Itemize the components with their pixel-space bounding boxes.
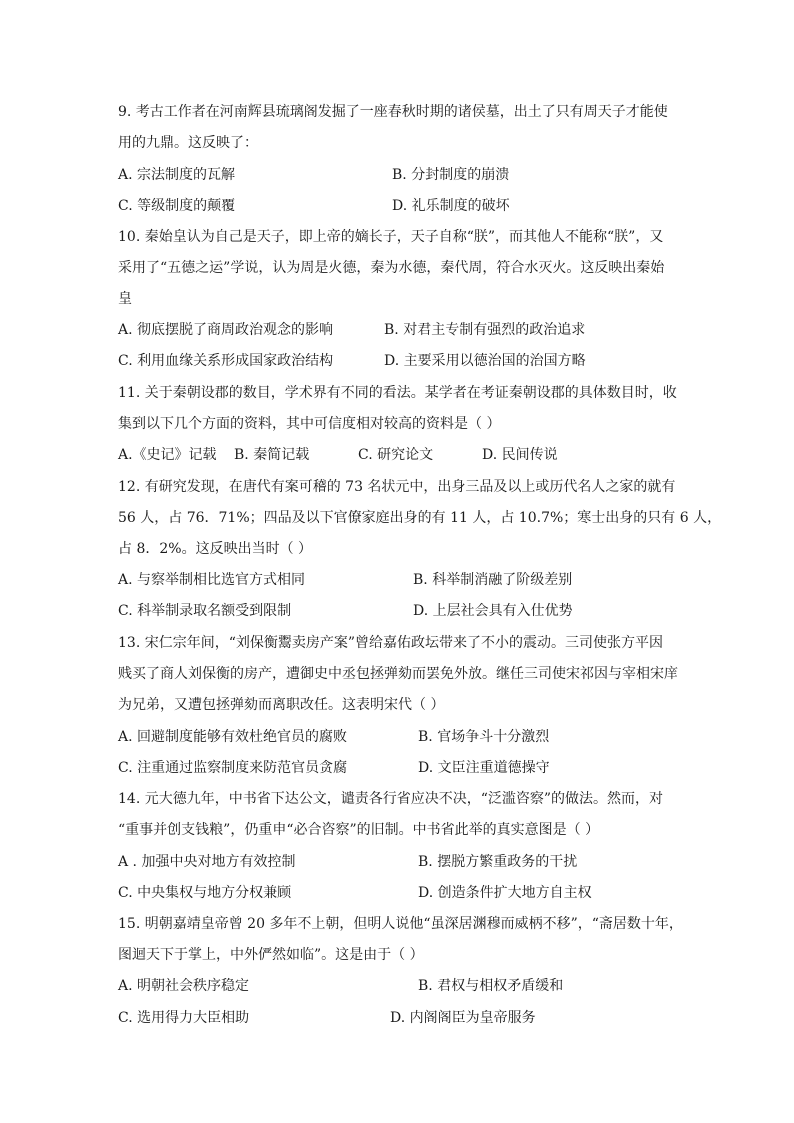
question-11-option-c: C. 研究论文: [358, 447, 434, 463]
question-13-option-b: B. 官场争斗十分激烈: [418, 729, 550, 745]
question-11-option-d: D. 民间传说: [482, 447, 558, 463]
question-9-option-d: D. 礼乐制度的破坏: [392, 198, 510, 214]
question-11-option-b: B. 秦简记载: [234, 447, 310, 463]
question-12-option-c: C. 科举制录取名额受到限制: [118, 603, 292, 619]
question-13-line-2: 贱买了商人刘保衡的房产，遭御史中丞包拯弹劾而罢免外放。继任三司使宋祁因与宰相宋庠: [118, 666, 678, 682]
question-12-option-d: D. 上层社会具有入仕优势: [413, 603, 573, 619]
question-9-line-2: 用的九鼎。这反映了：: [118, 135, 258, 151]
question-11-option-a: A.《史记》记载: [118, 447, 217, 463]
question-11-line-1: 11. 关于秦朝设郡的数目，学术界有不同的看法。某学者在考证秦朝设郡的具体数目时，收: [118, 385, 677, 401]
question-9-line-1: 9. 考古工作者在河南辉县琉璃阁发掘了一座春秋时期的诸侯墓，出土了只有周天子才能使: [118, 104, 668, 120]
question-12-option-b: B. 科举制消融了阶级差别: [413, 572, 573, 588]
question-13-option-c: C. 注重通过监察制度来防范官员贪腐: [118, 760, 348, 776]
question-13-line-3: 为兄弟，又遭包拯弹劾而离职改任。这表明宋代（ ）: [118, 697, 445, 713]
question-14-option-c: C. 中央集权与地方分权兼顾: [118, 885, 292, 901]
question-12-line-3: 占 8．2%。这反映出当时（ ）: [118, 541, 313, 557]
question-9-option-b: B. 分封制度的崩溃: [392, 167, 510, 183]
question-10-option-a: A. 彻底摆脱了商周政治观念的影响: [118, 322, 334, 338]
question-14-line-2: “重事并创支钱粮”，仍重申“必合咨察”的旧制。中书省此举的真实意图是（ ）: [118, 822, 600, 838]
question-13-option-d: D. 文臣注重道德操守: [418, 760, 550, 776]
question-13-option-a: A. 回避制度能够有效杜绝官员的腐败: [118, 729, 348, 745]
question-14-line-1: 14. 元大德九年，中书省下达公文，谴责各行省应决不决，“泛滥咨察”的做法。然而，对: [118, 791, 664, 807]
question-14-option-a: A . 加强中央对地方有效控制: [118, 854, 296, 870]
question-9-option-a: A. 宗法制度的瓦解: [118, 167, 236, 183]
question-9-option-c: C. 等级制度的颠覆: [118, 198, 236, 214]
question-10-option-d: D. 主要采用以德治国的治国方略: [384, 353, 586, 369]
question-10-option-c: C. 利用血缘关系形成国家政治结构: [118, 353, 334, 369]
question-15-line-2: 图迴天下于掌上，中外俨然如临”。这是由于（ ）: [118, 947, 424, 963]
question-12-line-1: 12. 有研究发现，在唐代有案可稽的 73 名状元中，出身三品及以上或历代名人之家的就有: [118, 479, 676, 495]
question-15-option-d: D. 内阁阁臣为皇帝服务: [390, 1010, 536, 1026]
question-15-option-c: C. 选用得力大臣相助: [118, 1010, 250, 1026]
question-10-line-3: 皇: [118, 291, 132, 307]
question-14-option-d: D. 创造条件扩大地方自主权: [418, 885, 592, 901]
question-11-line-2: 集到以下几个方面的资料，其中可信度相对较高的资料是（ ）: [118, 416, 501, 432]
question-14-option-b: B. 摆脱方繁重政务的干扰: [418, 854, 578, 870]
question-12-option-a: A. 与察举制相比选官方式相同: [118, 572, 306, 588]
question-15-option-b: B. 君权与相权矛盾缓和: [418, 978, 564, 994]
question-10-line-1: 10. 秦始皇认为自己是天子，即上帝的嫡长子，天子自称“朕”，而其他人不能称“朕”，又: [118, 229, 664, 245]
question-15-option-a: A. 明朝社会秩序稳定: [118, 978, 250, 994]
question-15-line-1: 15. 明朝嘉靖皇帝曾 20 多年不上朝，但明人说他“虽深居渊穆而威柄不移”，“斋居数十年，: [118, 916, 683, 932]
question-10-line-2: 采用了“五德之运”学说，认为周是火德，秦为水德，秦代周，符合水灭火。这反映出秦始: [118, 260, 665, 276]
question-10-option-b: B. 对君主专制有强烈的政治追求: [384, 322, 586, 338]
question-13-line-1: 13. 宋仁宗年间，“刘保衡鬻卖房产案”曾给嘉佑政坛带来了不小的震动。三司使张方平因: [118, 635, 664, 651]
question-12-line-2: 56 人，占 76．71%；四品及以下官僚家庭出身的有 11 人，占 10.7%；寒士出身的只有 6 人，: [118, 510, 722, 526]
